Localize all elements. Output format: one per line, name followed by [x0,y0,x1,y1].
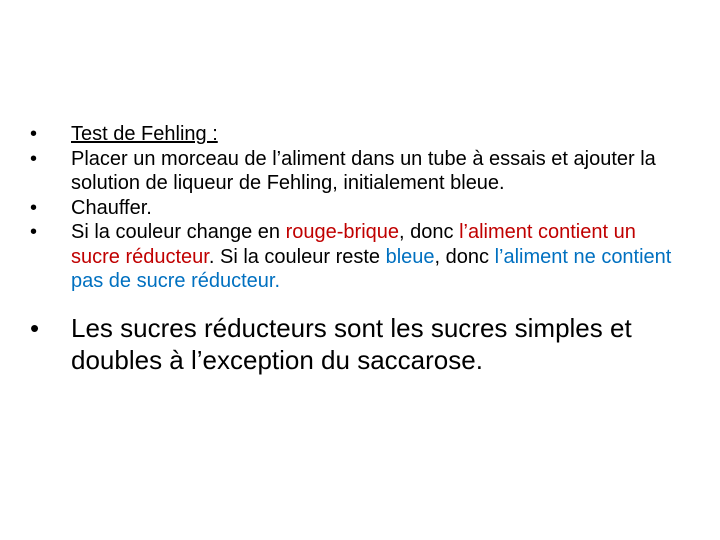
bullet-dot: • [30,196,38,219]
text-segment-blue: l’aliment ne contient pas de sucre réducteur. [71,245,672,292]
text-segment-red: rouge-brique [285,221,400,243]
bullet-item-procedure [30,147,690,196]
bullet-text: Les sucres réducteurs sont les sucres simples et doubles à l’exception du saccarose. [71,312,632,375]
bullet-text: Placer un morceau de l’aliment dans un tube à essais et ajouter la solution de liqueur de Fehling, initialement bleue. [71,147,656,194]
bullet-dot: • [30,221,38,243]
text-segment: . Si la couleur reste [208,245,386,268]
bullet-list [30,122,690,376]
text-segment-red: l’aliment contient un sucre réducteur [71,221,636,268]
text-segment: , donc [399,221,460,243]
bullet-text: Chauffer. [71,196,152,219]
bullet-dot: • [30,123,38,145]
text-segment-blue: bleue [385,245,435,268]
bullet-dot: • [30,312,40,343]
bullet-item-fehling-title [30,122,690,147]
bullet-dot: • [30,147,38,170]
bullet-item-conclusion [30,312,690,376]
text-segment: Si la couleur change en [71,221,286,243]
text-segment: , donc [434,245,495,268]
bullet-item-result [30,220,690,294]
bullet-item-heat [30,196,690,221]
bullet-text: Test de Fehling : [71,123,218,145]
